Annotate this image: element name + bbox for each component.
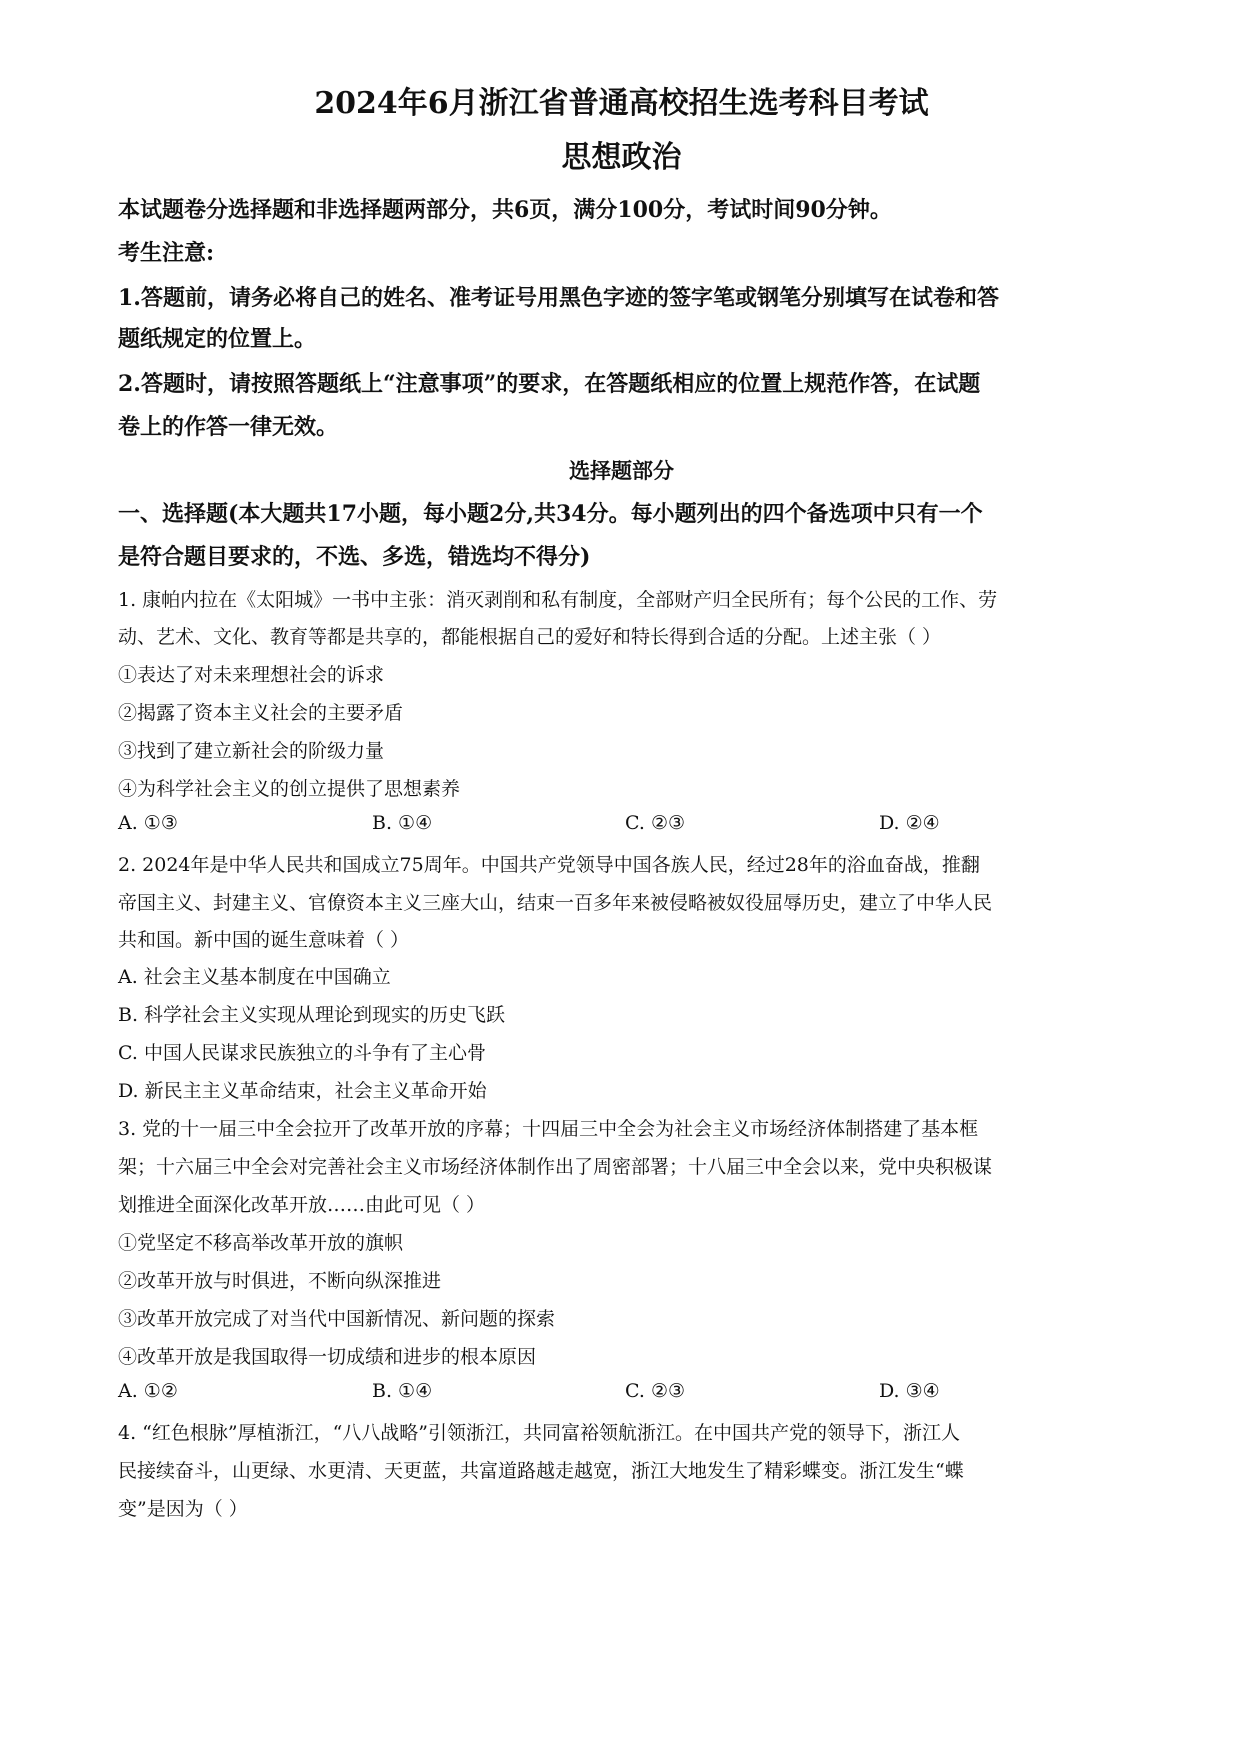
q1-statement-2: ②揭露了资本主义社会的主要矛盾 [118, 702, 404, 724]
q3-stem-line-2: 架；十六届三中全会对完善社会主义市场经济体制作出了周密部署；十八届三中全会以来，党中央积极谋 [118, 1156, 993, 1178]
q2-stem-line-3: 共和国。新中国的诞生意味着（ ） [118, 929, 410, 951]
q3-option-b: B. ①④ [372, 1380, 433, 1402]
notice-2-line-2: 卷上的作答一律无效。 [118, 414, 339, 440]
q1-option-d: D. ②④ [879, 812, 940, 834]
part-1-instructions-line-1: 一、选择题(本大题共17小题，每小题2分,共34分。每小题列出的四个备选项中只有一个 [118, 501, 983, 527]
q1-stem-line-2: 动、艺术、文化、教育等都是共享的，都能根据自己的爱好和特长得到合适的分配。上述主张（ ） [118, 626, 942, 648]
q3-statement-1: ①党坚定不移高举改革开放的旗帜 [118, 1232, 404, 1254]
q2-option-c: C. 中国人民谋求民族独立的斗争有了主心骨 [118, 1042, 486, 1064]
notice-heading: 考生注意: [118, 240, 215, 266]
q3-statement-3: ③改革开放完成了对当代中国新情况、新问题的探索 [118, 1308, 556, 1330]
q2-option-d: D. 新民主主义革命结束，社会主义革命开始 [118, 1080, 487, 1102]
q2-stem-line-2: 帝国主义、封建主义、官僚资本主义三座大山，结束一百多年来被侵略被奴役屈辱历史，建立了中华人民 [118, 892, 993, 914]
q3-stem-line-1: 3. 党的十一届三中全会拉开了改革开放的序幕；十四届三中全会为社会主义市场经济体制搭建了基本框 [118, 1118, 979, 1140]
part-1-instructions-line-2: 是符合题目要求的，不选、多选，错选均不得分) [118, 544, 591, 570]
q3-stem-line-3: 划推进全面深化改革开放……由此可见（ ） [118, 1194, 486, 1216]
q1-statement-3: ③找到了建立新社会的阶级力量 [118, 740, 385, 762]
notice-1-line-2: 题纸规定的位置上。 [118, 326, 317, 352]
q3-option-a: A. ①② [118, 1380, 178, 1402]
q1-option-a: A. ①③ [118, 812, 178, 834]
q4-stem-line-1: 4. “红色根脉”厚植浙江，“八八战略”引领浙江，共同富裕领航浙江。在中国共产党的领导下，浙江人 [118, 1422, 961, 1444]
q2-option-a: A. 社会主义基本制度在中国确立 [118, 966, 391, 988]
q3-option-d: D. ③④ [879, 1380, 940, 1402]
notice-1-line-1: 1.答题前，请务必将自己的姓名、准考证号用黑色字迹的签字笔或钢笔分别填写在试卷和答 [118, 285, 999, 311]
q1-stem-line-1: 1. 康帕内拉在《太阳城》一书中主张：消灭剥削和私有制度，全部财产归全民所有；每个公民的工作、劳 [118, 589, 998, 611]
q4-stem-line-2: 民接续奋斗，山更绿、水更清、天更蓝，共富道路越走越宽，浙江大地发生了精彩蝶变。浙江发生“蝶 [118, 1460, 964, 1482]
q1-option-b: B. ①④ [372, 812, 433, 834]
subject-title: 思想政治 [561, 140, 682, 175]
q3-option-c: C. ②③ [625, 1380, 686, 1402]
q1-statement-1: ①表达了对未来理想社会的诉求 [118, 664, 385, 686]
q2-option-b: B. 科学社会主义实现从理论到现实的历史飞跃 [118, 1004, 506, 1026]
q3-statement-4: ④改革开放是我国取得一切成绩和进步的根本原因 [118, 1346, 537, 1368]
q4-stem-line-3: 变”是因为（ ） [118, 1498, 248, 1520]
q1-option-c: C. ②③ [625, 812, 686, 834]
exam-title: 2024年6月浙江省普通高校招生选考科目考试 [314, 86, 929, 121]
q2-stem-line-1: 2. 2024年是中华人民共和国成立75周年。中国共产党领导中国各族人民，经过28年的浴血奋战，推翻 [118, 854, 980, 876]
exam-summary: 本试题卷分选择题和非选择题两部分，共6页，满分100分，考试时间90分钟。 [118, 197, 892, 223]
section-heading: 选择题部分 [569, 458, 674, 483]
q3-statement-2: ②改革开放与时俱进，不断向纵深推进 [118, 1270, 442, 1292]
q1-statement-4: ④为科学社会主义的创立提供了思想素养 [118, 778, 461, 800]
notice-2-line-1: 2.答题时，请按照答题纸上“注意事项”的要求，在答题纸相应的位置上规范作答，在试题 [118, 371, 981, 397]
